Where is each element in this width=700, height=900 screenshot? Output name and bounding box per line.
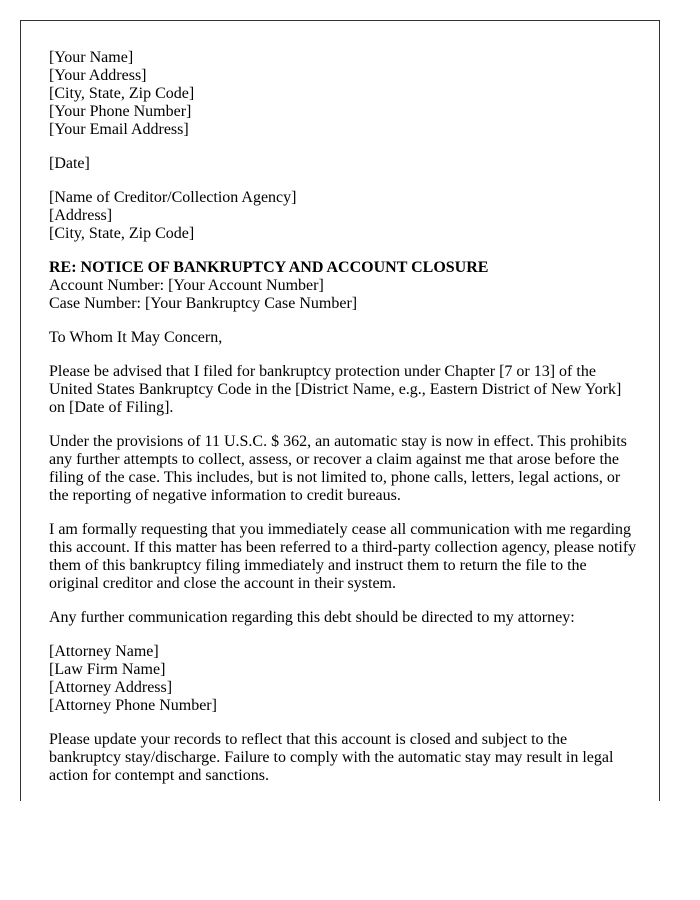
account-number: Account Number: [Your Account Number]	[49, 277, 324, 294]
sender-city-state-zip: [City, State, Zip Code]	[49, 85, 195, 102]
sender-phone: [Your Phone Number]	[49, 103, 192, 120]
case-number: Case Number: [Your Bankruptcy Case Number]	[49, 295, 358, 312]
date-block	[49, 155, 631, 173]
recipient-address-block	[49, 189, 631, 243]
sender-address: [Your Address]	[49, 67, 147, 84]
attorney-contact-block	[49, 643, 631, 715]
body-paragraph-filing-notice: Please be advised that I filed for bankruptcy protection under Chapter [7 or 13] of the United States Bankruptcy Code in the [District Name, e.g., Eastern District of New York] on [Date of Filing].	[49, 363, 622, 416]
law-firm-name: [Law Firm Name]	[49, 661, 166, 678]
subject-block	[49, 259, 631, 313]
sender-address-block	[49, 49, 631, 139]
body-paragraph-automatic-stay: Under the provisions of 11 U.S.C. $ 362, an automatic stay is now in effect. This prohibits any further attempts to collect, assess, or recover a claim against me that arose before the filing of the case. This includes, but is not limited to, phone calls, letters, legal actions, or the reporting of negative information to credit bureaus.	[49, 433, 627, 504]
recipient-name: [Name of Creditor/Collection Agency]	[49, 189, 297, 206]
letter-page	[20, 20, 660, 801]
sender-name: [Your Name]	[49, 49, 134, 66]
body-paragraph-attorney-direction: Any further communication regarding this debt should be directed to my attorney:	[49, 609, 575, 626]
salutation: To Whom It May Concern,	[49, 329, 223, 346]
recipient-city-state-zip: [City, State, Zip Code]	[49, 225, 195, 242]
body-paragraph-cease-communication: I am formally requesting that you immediately cease all communication with me regarding this account. If this matter has been referred to a third-party collection agency, please notify them of this bankruptcy filing immediately and instruct them to return the file to the original creditor and close the account in their system.	[49, 521, 637, 592]
attorney-address: [Attorney Address]	[49, 679, 173, 696]
closing-paragraph: Please update your records to reflect that this account is closed and subject to the bankruptcy stay/discharge. Failure to comply with the automatic stay may result in legal action for contempt and sanctions.	[49, 731, 614, 784]
attorney-phone: [Attorney Phone Number]	[49, 697, 217, 714]
letter-date: [Date]	[49, 155, 90, 172]
subject-title: RE: NOTICE OF BANKRUPTCY AND ACCOUNT CLOSURE	[49, 259, 489, 276]
attorney-name: [Attorney Name]	[49, 643, 159, 660]
salutation-block	[49, 329, 631, 347]
recipient-address: [Address]	[49, 207, 113, 224]
sender-email: [Your Email Address]	[49, 121, 189, 138]
